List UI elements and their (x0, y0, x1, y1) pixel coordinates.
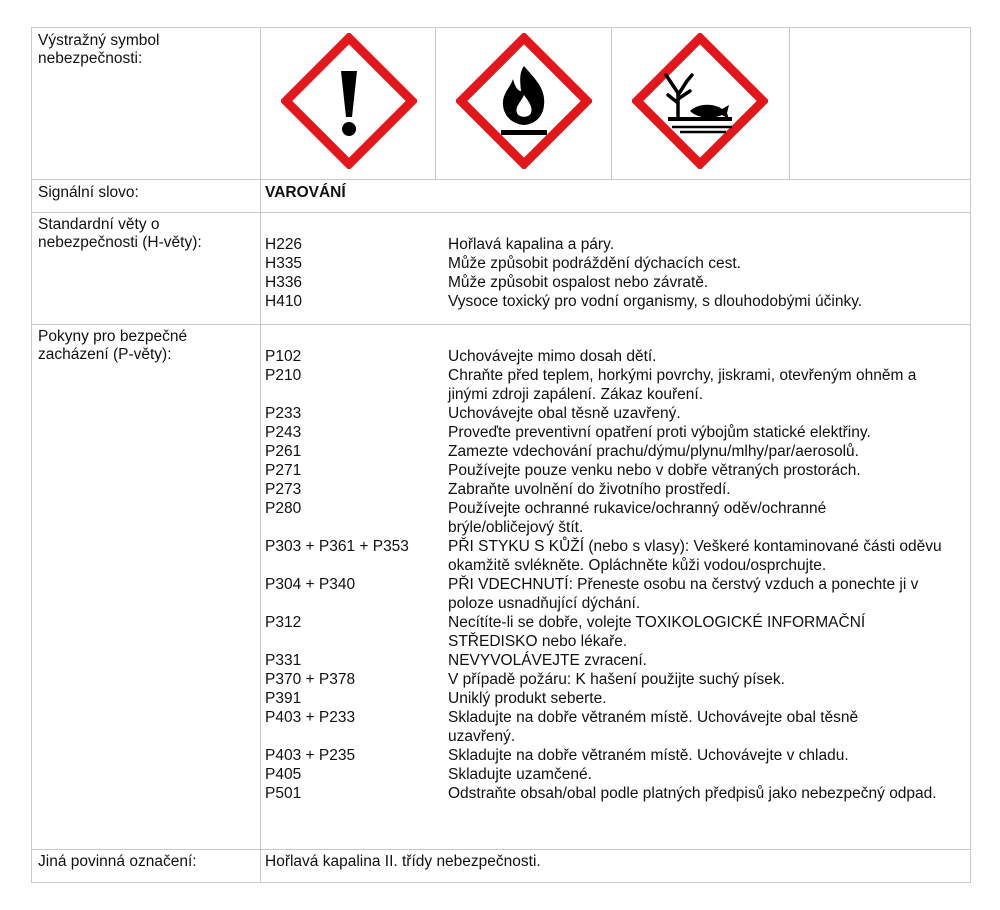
statement-text: Skladujte uzamčené. (448, 766, 592, 783)
signal-word: VAROVÁNÍ (265, 184, 346, 201)
pictogram-divider (789, 28, 790, 179)
statement-text: Skladujte na dobře větraném místě. Uchovávejte obal těsně uzavřený. (448, 709, 859, 745)
statement-text: Necítíte-li se dobře, volejte TOXIKOLOGICKÉ INFORMAČNÍ STŘEDISKO nebo lékaře. (448, 614, 866, 650)
flame-icon (456, 33, 592, 174)
row-divider (32, 849, 970, 850)
column-divider (260, 28, 261, 882)
statement-text: Uchovávejte mimo dosah dětí. (448, 348, 657, 365)
statement-text: Uchovávejte obal těsně uzavřený. (448, 405, 681, 422)
statement-text: Uniklý produkt seberte. (448, 690, 607, 707)
row-divider (32, 324, 970, 325)
other-marking-value: Hořlavá kapalina II. třídy nebezpečnosti. (265, 853, 541, 870)
statement-code: P405 (265, 766, 302, 783)
statement-code: P403 + P233 (265, 709, 356, 726)
statement-code: P273 (265, 481, 302, 498)
pictogram-divider (435, 28, 436, 179)
statement-code: P233 (265, 405, 302, 422)
exclamation-mark-icon (281, 33, 417, 174)
symbol-label: Výstražný symbol nebezpečnosti: (38, 32, 160, 67)
statement-code: P391 (265, 690, 302, 707)
statement-code: P501 (265, 785, 302, 802)
statement-text: PŘI VDECHNUTÍ: Přeneste osobu na čerstvý vzduch a ponechte ji v poloze usnadňující dýchání. (448, 576, 919, 612)
statement-code: P261 (265, 443, 302, 460)
pictogram-divider (611, 28, 612, 179)
statement-code: H226 (265, 236, 303, 253)
statement-text: PŘI STYKU S KŮŽÍ (nebo s vlasy): Veškeré kontaminované části oděvu okamžitě svlékněte. Opláchněte kůži vodou/osprchujte. (448, 538, 942, 574)
row-divider (32, 179, 970, 180)
statement-text: Hořlavá kapalina a páry. (448, 236, 614, 253)
statement-code: P210 (265, 367, 302, 384)
statement-text: Může způsobit podráždění dýchacích cest. (448, 255, 741, 272)
statement-text: Zamezte vdechování prachu/dýmu/plynu/mlhy/par/aerosolů. (448, 443, 859, 460)
statement-text: NEVYVOLÁVEJTE zvracení. (448, 652, 647, 669)
statement-code: P280 (265, 500, 302, 517)
p-statements-label: Pokyny pro bezpečné zacházení (P-věty): (38, 328, 188, 363)
statement-code: P331 (265, 652, 302, 669)
hazard-label-table (31, 27, 971, 883)
statement-code: P303 + P361 + P353 (265, 538, 409, 555)
statement-code: P102 (265, 348, 302, 365)
statement-code: H410 (265, 293, 303, 310)
statement-code: P312 (265, 614, 302, 631)
statement-text: Používejte ochranné rukavice/ochranný oděv/ochranné brýle/obličejový štít. (448, 500, 827, 536)
other-marking-label: Jiná povinná označení: (38, 853, 197, 870)
statement-code: P403 + P235 (265, 747, 356, 764)
statement-text: Může způsobit ospalost nebo závratě. (448, 274, 709, 291)
statement-text: Chraňte před teplem, horkými povrchy, jiskrami, otevřeným ohněm a jinými zdroji zapálení. Zákaz kouření. (448, 367, 917, 403)
statement-text: Skladujte na dobře větraném místě. Uchovávejte v chladu. (448, 747, 849, 764)
statement-text: Zabraňte uvolnění do životního prostředí. (448, 481, 731, 498)
signal-label: Signální slovo: (38, 184, 139, 201)
statement-text: Vysoce toxický pro vodní organismy, s dlouhodobými účinky. (448, 293, 863, 310)
statement-code: P304 + P340 (265, 576, 356, 593)
h-statements-label: Standardní věty o nebezpečnosti (H-věty): (38, 216, 202, 251)
statement-text: V případě požáru: K hašení použijte suchý písek. (448, 671, 785, 688)
statement-code: H336 (265, 274, 303, 291)
row-divider (32, 212, 970, 213)
environment-icon (632, 33, 768, 174)
statement-text: Odstraňte obsah/obal podle platných předpisů jako nebezpečný odpad. (448, 785, 937, 802)
statement-code: P243 (265, 424, 302, 441)
statement-code: P271 (265, 462, 302, 479)
statement-text: Používejte pouze venku nebo v dobře větraných prostorách. (448, 462, 861, 479)
statement-code: P370 + P378 (265, 671, 356, 688)
statement-text: Proveďte preventivní opatření proti výbojům statické elektřiny. (448, 424, 871, 441)
statement-code: H335 (265, 255, 303, 272)
